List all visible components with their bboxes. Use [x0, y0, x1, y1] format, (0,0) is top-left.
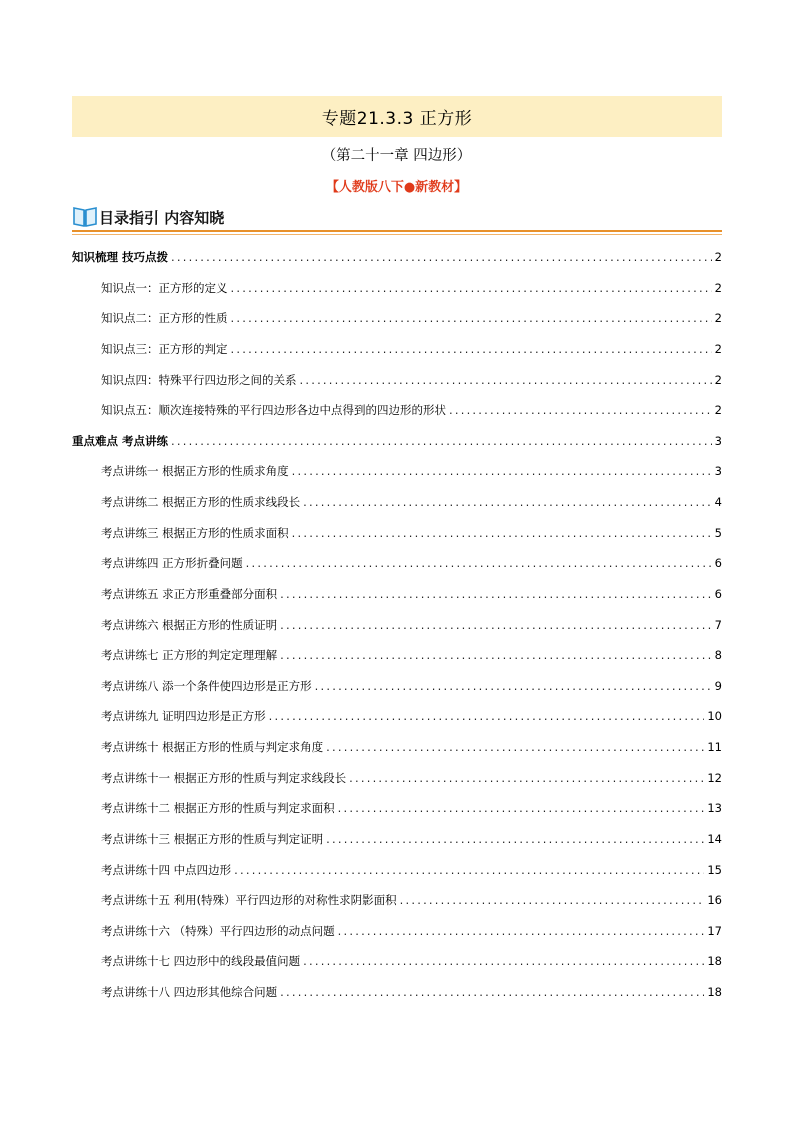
toc-page-number: 6 — [714, 586, 722, 601]
toc-entry-title: 重点难点 考点讲练 — [72, 433, 169, 448]
toc-entry-title: 考点讲练二 根据正方形的性质求线段长 — [101, 495, 301, 510]
toc-entry[interactable] — [101, 708, 722, 726]
toc-page-number: 8 — [714, 648, 722, 663]
toc-page-number: 18 — [707, 954, 722, 969]
toc-entry[interactable] — [101, 647, 722, 665]
toc-entry[interactable] — [101, 525, 722, 543]
toc-page-number: 13 — [707, 801, 722, 816]
toc-leader-dots — [338, 801, 705, 815]
toc-entry-title: 考点讲练十二 根据正方形的性质与判定求面积 — [101, 801, 335, 816]
toc-entry-title: 考点讲练十 根据正方形的性质与判定求角度 — [101, 740, 324, 755]
toc-page-number: 5 — [714, 525, 722, 540]
toc-entry-title: 考点讲练十四 中点四边形 — [101, 862, 232, 877]
toc-leader-dots — [280, 618, 712, 632]
toc-entry-title: 知识点四：特殊平行四边形之间的关系 — [101, 372, 297, 387]
toc-entry-title: 考点讲练十六 （特殊）平行四边形的动点问题 — [101, 923, 335, 938]
toc-page-number: 2 — [714, 311, 722, 326]
toc-entry-title: 考点讲练九 证明四边形是正方形 — [101, 709, 266, 724]
toc-entry-title: 考点讲练四 正方形折叠问题 — [101, 556, 243, 571]
toc-entry-title: 考点讲练七 正方形的判定定理理解 — [101, 648, 278, 663]
toc-leader-dots — [303, 495, 712, 509]
toc-page-number: 2 — [714, 403, 722, 418]
toc-leader-dots — [300, 373, 712, 387]
toc-entry-title: 考点讲练十一 根据正方形的性质与判定求线段长 — [101, 770, 347, 785]
toc-entry[interactable] — [101, 739, 722, 757]
toc-page-number: 2 — [714, 250, 722, 264]
toc-leader-dots — [234, 863, 704, 877]
edition-label: 【人教版八下●新教材】 — [325, 180, 468, 195]
toc-entry[interactable] — [101, 892, 722, 910]
toc-leader-dots — [315, 679, 712, 693]
toc-entry-title: 考点讲练一 根据正方形的性质求角度 — [101, 464, 289, 479]
toc-entry[interactable] — [101, 923, 722, 941]
toc-leader-dots — [303, 954, 704, 968]
toc-entry[interactable] — [101, 402, 722, 420]
section-label: 目录指引 内容知晓 — [99, 209, 225, 227]
toc-page-number: 12 — [707, 770, 722, 785]
toc-page-number: 18 — [707, 985, 722, 1000]
toc-leader-dots — [292, 526, 712, 540]
toc-page-number: 2 — [714, 280, 722, 295]
toc-entry[interactable] — [101, 586, 722, 604]
book-icon — [72, 204, 98, 228]
toc-page-number: 17 — [707, 923, 722, 938]
toc-entry[interactable] — [101, 831, 722, 849]
toc-entry-title: 考点讲练五 求正方形重叠部分面积 — [101, 586, 278, 601]
toc-leader-dots — [326, 832, 704, 846]
title-banner — [72, 96, 722, 137]
toc-leader-dots — [280, 985, 704, 999]
toc-page-number: 9 — [714, 678, 722, 693]
toc-entry[interactable] — [101, 770, 722, 788]
toc-leader-dots — [326, 740, 704, 754]
toc-leader-dots — [400, 893, 705, 907]
toc-leader-dots — [280, 648, 712, 662]
toc-page-number: 15 — [707, 862, 722, 877]
toc-page-number: 2 — [714, 372, 722, 387]
toc-entry-title: 知识点三：正方形的判定 — [101, 341, 228, 356]
toc-leader-dots — [292, 464, 712, 478]
toc-entry-title: 考点讲练八 添一个条件使四边形是正方形 — [101, 678, 312, 693]
section-divider — [72, 230, 722, 232]
toc-entry[interactable] — [101, 463, 722, 481]
toc-entry[interactable] — [101, 984, 722, 1002]
toc-entry[interactable] — [101, 494, 722, 512]
toc-leader-dots — [269, 709, 705, 723]
toc-entry-title: 知识点二：正方形的性质 — [101, 311, 228, 326]
toc-entry-title: 知识梳理 技巧点拨 — [72, 250, 169, 264]
toc-leader-dots — [246, 556, 712, 570]
toc-page-number: 7 — [714, 617, 722, 632]
toc-section-header — [72, 203, 722, 231]
toc-leader-dots — [231, 311, 712, 325]
toc-entry-title: 考点讲练十八 四边形其他综合问题 — [101, 985, 278, 1000]
toc-leader-dots — [231, 281, 712, 295]
toc-page-number: 10 — [707, 709, 722, 724]
toc-entry[interactable] — [101, 310, 722, 328]
toc-page-number: 6 — [714, 556, 722, 571]
toc-entry[interactable] — [101, 341, 722, 359]
toc-page-number: 3 — [714, 464, 722, 479]
toc-entry[interactable] — [101, 280, 722, 298]
toc-leader-dots — [171, 434, 712, 448]
toc-leader-dots — [338, 924, 705, 938]
toc-leader-dots — [349, 771, 704, 785]
toc-entry[interactable] — [72, 433, 722, 451]
toc-entry[interactable] — [101, 862, 722, 880]
toc-leader-dots — [449, 403, 712, 417]
toc-leader-dots — [280, 587, 712, 601]
toc-leader-dots — [231, 342, 712, 356]
toc-page-number: 16 — [707, 893, 722, 908]
toc-entry-title: 考点讲练十三 根据正方形的性质与判定证明 — [101, 831, 324, 846]
toc-page-number: 4 — [714, 495, 722, 510]
toc-entry[interactable] — [101, 372, 722, 390]
toc-entry-title: 考点讲练十七 四边形中的线段最值问题 — [101, 954, 301, 969]
toc-page-number: 2 — [714, 341, 722, 356]
toc-entry[interactable] — [101, 555, 722, 573]
toc-entry[interactable] — [101, 800, 722, 818]
toc-entry-title: 知识点一：正方形的定义 — [101, 280, 228, 295]
toc-entry[interactable] — [101, 953, 722, 971]
toc-entry-title: 考点讲练三 根据正方形的性质求面积 — [101, 525, 289, 540]
toc-entry[interactable] — [101, 617, 722, 635]
toc-entry[interactable] — [72, 249, 722, 267]
toc-entry-title: 知识点五：顺次连接特殊的平行四边形各边中点得到的四边形的形状 — [101, 403, 446, 418]
toc-page-number: 11 — [707, 740, 722, 755]
toc-page-number: 14 — [707, 831, 722, 846]
chapter-subtitle: （第二十一章 四边形） — [321, 148, 472, 164]
page-title: 专题21.3.3 正方形 — [321, 109, 473, 129]
toc-entry[interactable] — [101, 678, 722, 696]
section-divider-thin — [72, 234, 722, 235]
toc-leader-dots — [171, 250, 712, 264]
toc-page-number: 3 — [714, 433, 722, 448]
toc-entry-title: 考点讲练十五 利用(特殊）平行四边形的对称性求阴影面积 — [101, 893, 397, 908]
toc-entry-title: 考点讲练六 根据正方形的性质证明 — [101, 617, 278, 632]
